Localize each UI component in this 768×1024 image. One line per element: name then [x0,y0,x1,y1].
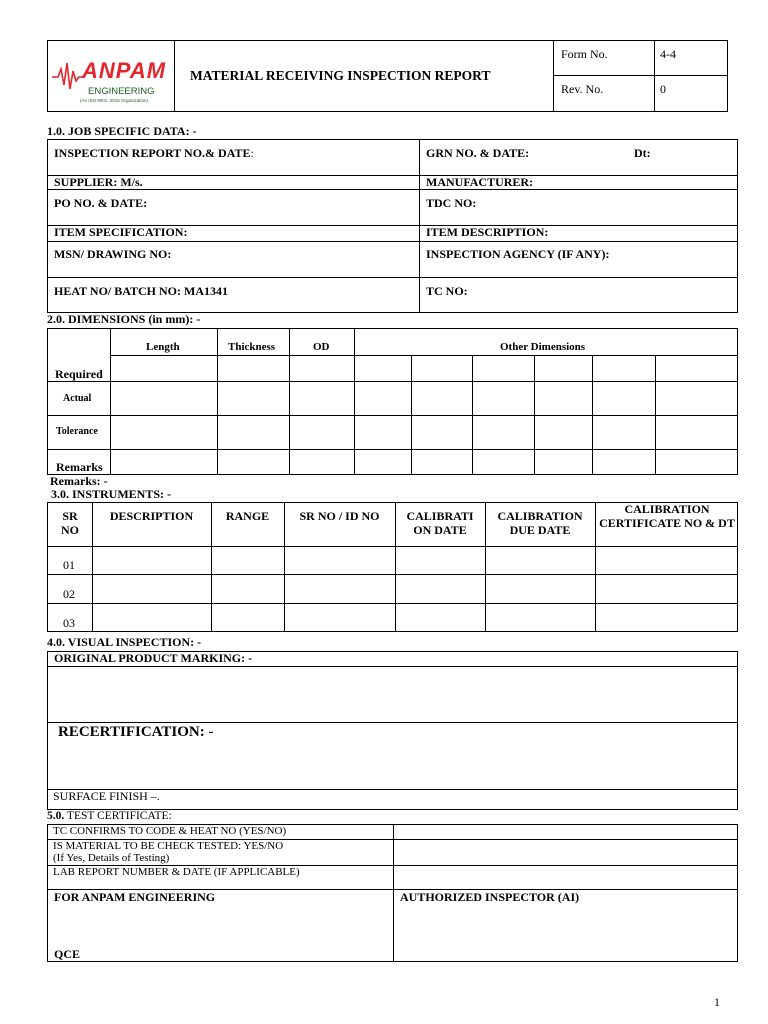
inst-row-01: 01 [63,558,75,572]
dim-col-length: Length [146,341,180,353]
logo-sub: ENGINEERING [88,86,155,97]
dim-row-tolerance: Tolerance [56,426,98,437]
instruments-heading: 3.0. INSTRUMENTS: - [51,487,172,501]
inst-row-03: 03 [63,616,75,630]
dim-col-thickness: Thickness [228,341,276,353]
inst-col-description: DESCRIPTION [109,509,194,523]
check-tested: IS MATERIAL TO BE CHECK TESTED: YES/NO [53,840,284,852]
company-logo [50,55,170,107]
item-spec-label: ITEM SPECIFICATION: [54,225,188,239]
dt-label: Dt: [634,146,651,160]
msn-label: MSN/ DRAWING NO: [54,247,172,261]
tdc-label: TDC NO: [426,196,477,210]
inst-col-due-date: CALIBRATION DUE DATE [497,509,583,537]
visual-heading: 4.0. VISUAL INSPECTION: - [47,635,202,649]
form-no-value: 4-4 [660,47,676,61]
inst-col-cal-date: CALIBRATI ON DATE [406,509,474,537]
manufacturer-label: MANUFACTURER: [426,175,534,189]
logo-tag: (An ISO 9001: 2015 Organization) [80,98,149,103]
dim-row-remarks: Remarks [56,460,103,474]
tc-label: TC NO: [426,284,468,298]
job-heading: 1.0. JOB SPECIFIC DATA: - [47,124,197,138]
rev-no-value: 0 [660,82,666,96]
page-number: 1 [714,995,720,1009]
recert-label: RECERTIFICATION: - [58,724,214,740]
heat-label: HEAT NO/ BATCH NO: MA1341 [54,284,229,298]
supplier-label: SUPPLIER: M/s. [54,175,143,189]
grn-label: GRN NO. & DATE: [426,146,530,160]
item-desc-label: ITEM DESCRIPTION: [426,225,549,239]
dim-row-actual: Actual [63,393,92,404]
marking-label: ORIGINAL PRODUCT MARKING: - [54,651,253,665]
page-title: MATERIAL RECEIVING INSPECTION REPORT [190,68,491,83]
dim-col-od: OD [313,341,330,353]
po-label: PO NO. & DATE: [54,196,148,210]
form-no-label: Form No. [561,47,608,61]
inspection-report-label: INSPECTION REPORT NO.& DATE: [54,146,254,160]
inst-col-id: SR NO / ID NO [299,509,380,523]
dim-remarks: Remarks: - [50,474,108,488]
inst-col-srno: SR NO [61,509,79,537]
for-anpam-label: FOR ANPAM ENGINEERING [54,890,216,904]
dimensions-heading: 2.0. DIMENSIONS (in mm): - [47,312,201,326]
rev-no-label: Rev. No. [561,82,604,96]
agency-label: INSPECTION AGENCY (IF ANY): [426,247,610,261]
surface-label: SURFACE FINISH –. [53,789,160,803]
dim-col-other: Other Dimensions [500,341,586,353]
lab-report: LAB REPORT NUMBER & DATE (IF APPLICABLE) [53,866,300,878]
inst-col-certificate: CALIBRATION CERTIFICATE NO & DT [599,502,735,530]
tc-confirms: TC CONFIRMS TO CODE & HEAT NO (YES/NO) [53,825,287,837]
testing-details: (If Yes, Details of Testing) [53,852,170,864]
logo-brand: ANPAM [82,58,167,83]
dim-row-required: Required [55,367,103,381]
inst-row-02: 02 [63,587,75,601]
inst-col-range: RANGE [225,509,270,523]
test-cert-heading: 5.0. TEST CERTIFICATE: [47,810,172,822]
qce-label: QCE [54,947,81,961]
ai-label: AUTHORIZED INSPECTOR (AI) [400,890,580,904]
